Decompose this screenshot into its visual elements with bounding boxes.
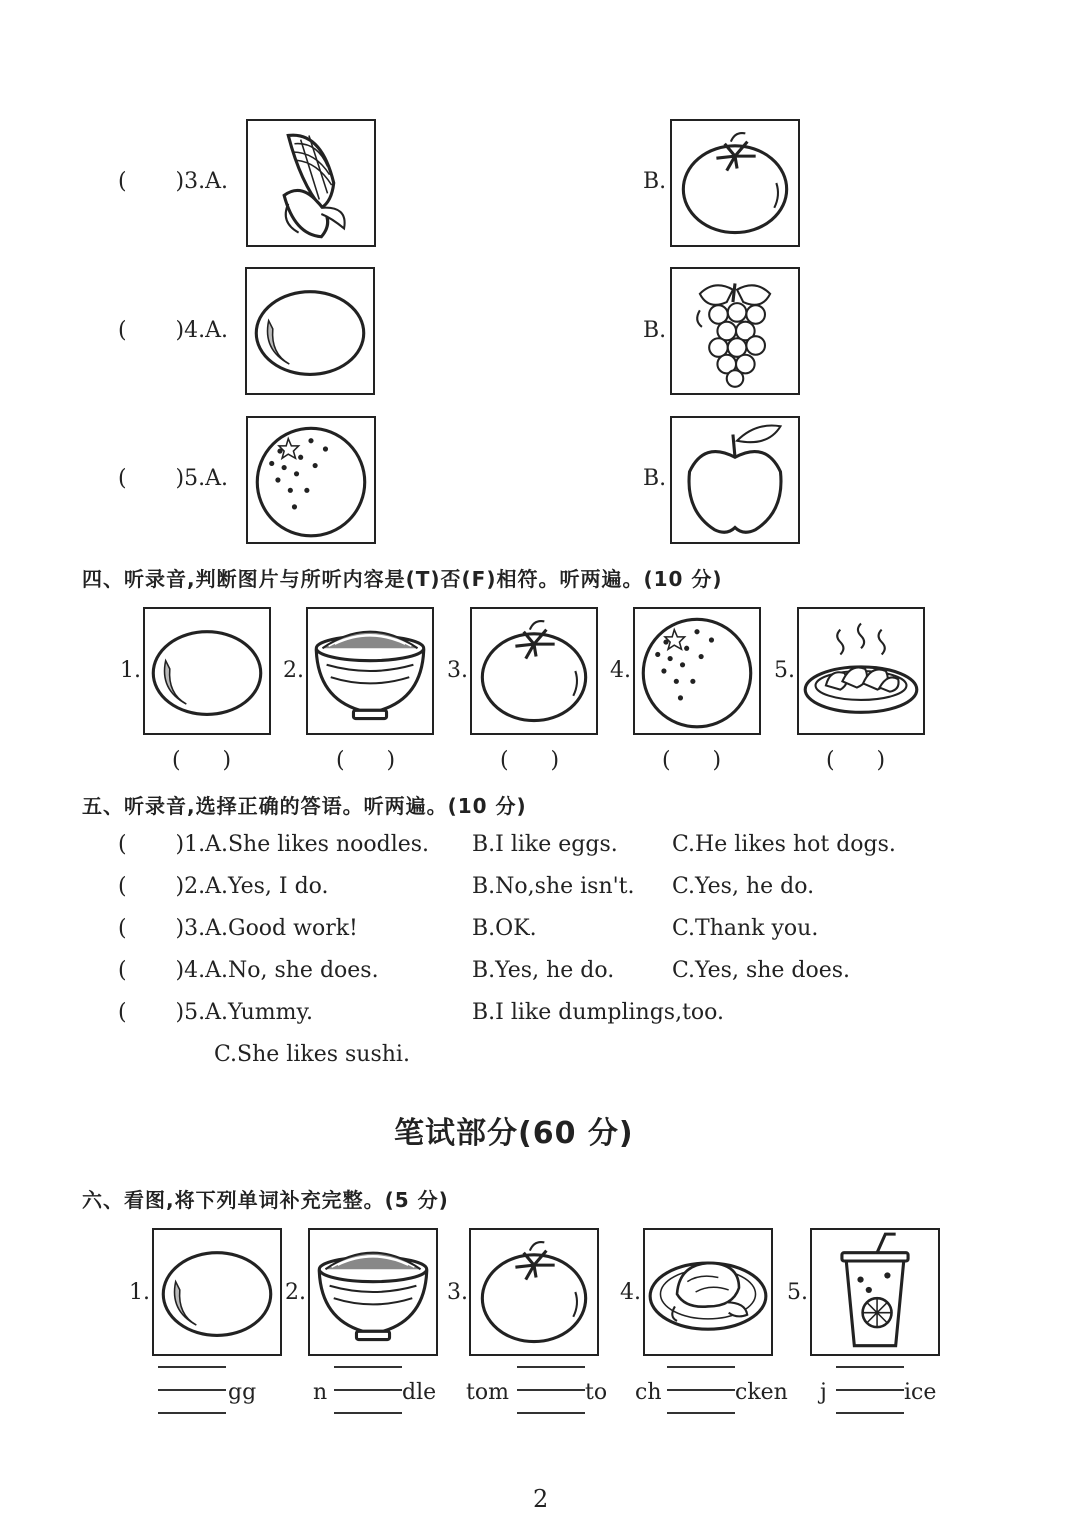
question-5-label: ( )5.A. (118, 466, 228, 491)
s6-image-3 (469, 1228, 599, 1356)
s4-answer-blank-5[interactable]: ( ) (826, 748, 886, 773)
s6-writing-lines-4[interactable] (667, 1366, 735, 1414)
s5-q5-option-b: B.I like dumplings,too. (472, 1000, 725, 1025)
s6-image-2 (308, 1228, 438, 1356)
s6-number-1: 1. (129, 1280, 150, 1305)
s6-word-2-after: dle (402, 1380, 437, 1405)
page-number: 2 (533, 1485, 549, 1513)
s6-word-2-before: n (313, 1380, 328, 1405)
s4-image-5 (797, 607, 925, 735)
s6-image-1 (152, 1228, 282, 1356)
s6-writing-lines-2[interactable] (334, 1366, 402, 1414)
s5-q4-option-c: C.Yes, she does. (672, 958, 851, 983)
s5-q4-option-b: B.Yes, he do. (472, 958, 615, 983)
tomato-icon (672, 121, 798, 245)
written-part-heading: 笔试部分(60 分) (394, 1116, 634, 1151)
s4-image-2 (306, 607, 434, 735)
s6-word-1-after: gg (228, 1380, 257, 1405)
orange-icon (635, 609, 759, 733)
s6-word-5-before: j (820, 1380, 827, 1405)
dumplings-icon (799, 609, 923, 733)
egg-icon (154, 1230, 280, 1354)
s5-q1-stem: ( )1.A.She likes noodles. (118, 832, 430, 857)
noodles-icon (308, 609, 432, 733)
question-3-label: ( )3.A. (118, 169, 228, 194)
s5-q3-stem: ( )3.A.Good work! (118, 916, 358, 941)
s4-image-1 (143, 607, 271, 735)
s4-answer-blank-2[interactable]: ( ) (336, 748, 396, 773)
s4-answer-blank-3[interactable]: ( ) (500, 748, 560, 773)
s5-q2-stem: ( )2.A.Yes, I do. (118, 874, 329, 899)
s4-image-4 (633, 607, 761, 735)
q5-option-b-image[interactable] (670, 416, 800, 544)
q3-option-b-image[interactable] (670, 119, 800, 247)
q5-option-a-image[interactable] (246, 416, 376, 544)
s5-q4-stem: ( )4.A.No, she does. (118, 958, 379, 983)
s6-number-3: 3. (447, 1280, 468, 1305)
orange-icon (248, 418, 374, 542)
section-5-title: 五、听录音,选择正确的答语。听两遍。(10 分) (82, 794, 527, 818)
s4-number-5: 5. (774, 658, 795, 683)
s6-image-4 (643, 1228, 773, 1356)
s5-q2-option-b: B.No,she isn't. (472, 874, 635, 899)
question-4-label: ( )4.A. (118, 318, 228, 343)
q3-option-b-label: B. (643, 169, 667, 194)
section-4-title: 四、听录音,判断图片与所听内容是(T)否(F)相符。听两遍。(10 分) (82, 567, 723, 591)
s4-number-2: 2. (283, 658, 304, 683)
grapes-icon (672, 269, 798, 393)
s4-image-3 (470, 607, 598, 735)
s6-number-4: 4. (620, 1280, 641, 1305)
tomato-icon (471, 1230, 597, 1354)
egg-icon (247, 269, 373, 393)
s6-number-2: 2. (285, 1280, 306, 1305)
tomato-icon (472, 609, 596, 733)
s4-answer-blank-1[interactable]: ( ) (172, 748, 232, 773)
s4-number-1: 1. (120, 658, 141, 683)
s6-word-3-after: to (585, 1380, 608, 1405)
s4-number-4: 4. (610, 658, 631, 683)
noodles-icon (310, 1230, 436, 1354)
s6-writing-lines-1[interactable] (158, 1366, 226, 1414)
q3-option-a-image[interactable] (246, 119, 376, 247)
q5-option-b-label: B. (643, 466, 667, 491)
apple-icon (672, 418, 798, 542)
s5-q1-option-c: C.He likes hot dogs. (672, 832, 896, 857)
s4-answer-blank-4[interactable]: ( ) (662, 748, 722, 773)
s6-word-4-after: cken (735, 1380, 788, 1405)
s6-writing-lines-5[interactable] (836, 1366, 904, 1414)
s5-q5-stem: ( )5.A.Yummy. (118, 1000, 313, 1025)
juice-icon (812, 1230, 938, 1354)
s5-q3-option-c: C.Thank you. (672, 916, 819, 941)
s6-image-5 (810, 1228, 940, 1356)
s5-q3-option-b: B.OK. (472, 916, 537, 941)
chicken-icon (645, 1230, 771, 1354)
egg-icon (145, 609, 269, 733)
s5-q1-option-b: B.I like eggs. (472, 832, 618, 857)
corn-icon (248, 121, 374, 245)
q4-option-b-image[interactable] (670, 267, 800, 395)
s6-writing-lines-3[interactable] (517, 1366, 585, 1414)
q4-option-a-image[interactable] (245, 267, 375, 395)
s5-q2-option-c: C.Yes, he do. (672, 874, 815, 899)
s6-number-5: 5. (787, 1280, 808, 1305)
s6-word-5-after: ice (904, 1380, 937, 1405)
s5-q5-option-c: C.She likes sushi. (214, 1042, 410, 1067)
s6-word-3-before: tom (466, 1380, 509, 1405)
s6-word-4-before: ch (635, 1380, 662, 1405)
section-6-title: 六、看图,将下列单词补充完整。(5 分) (82, 1188, 449, 1212)
s4-number-3: 3. (447, 658, 468, 683)
q4-option-b-label: B. (643, 318, 667, 343)
